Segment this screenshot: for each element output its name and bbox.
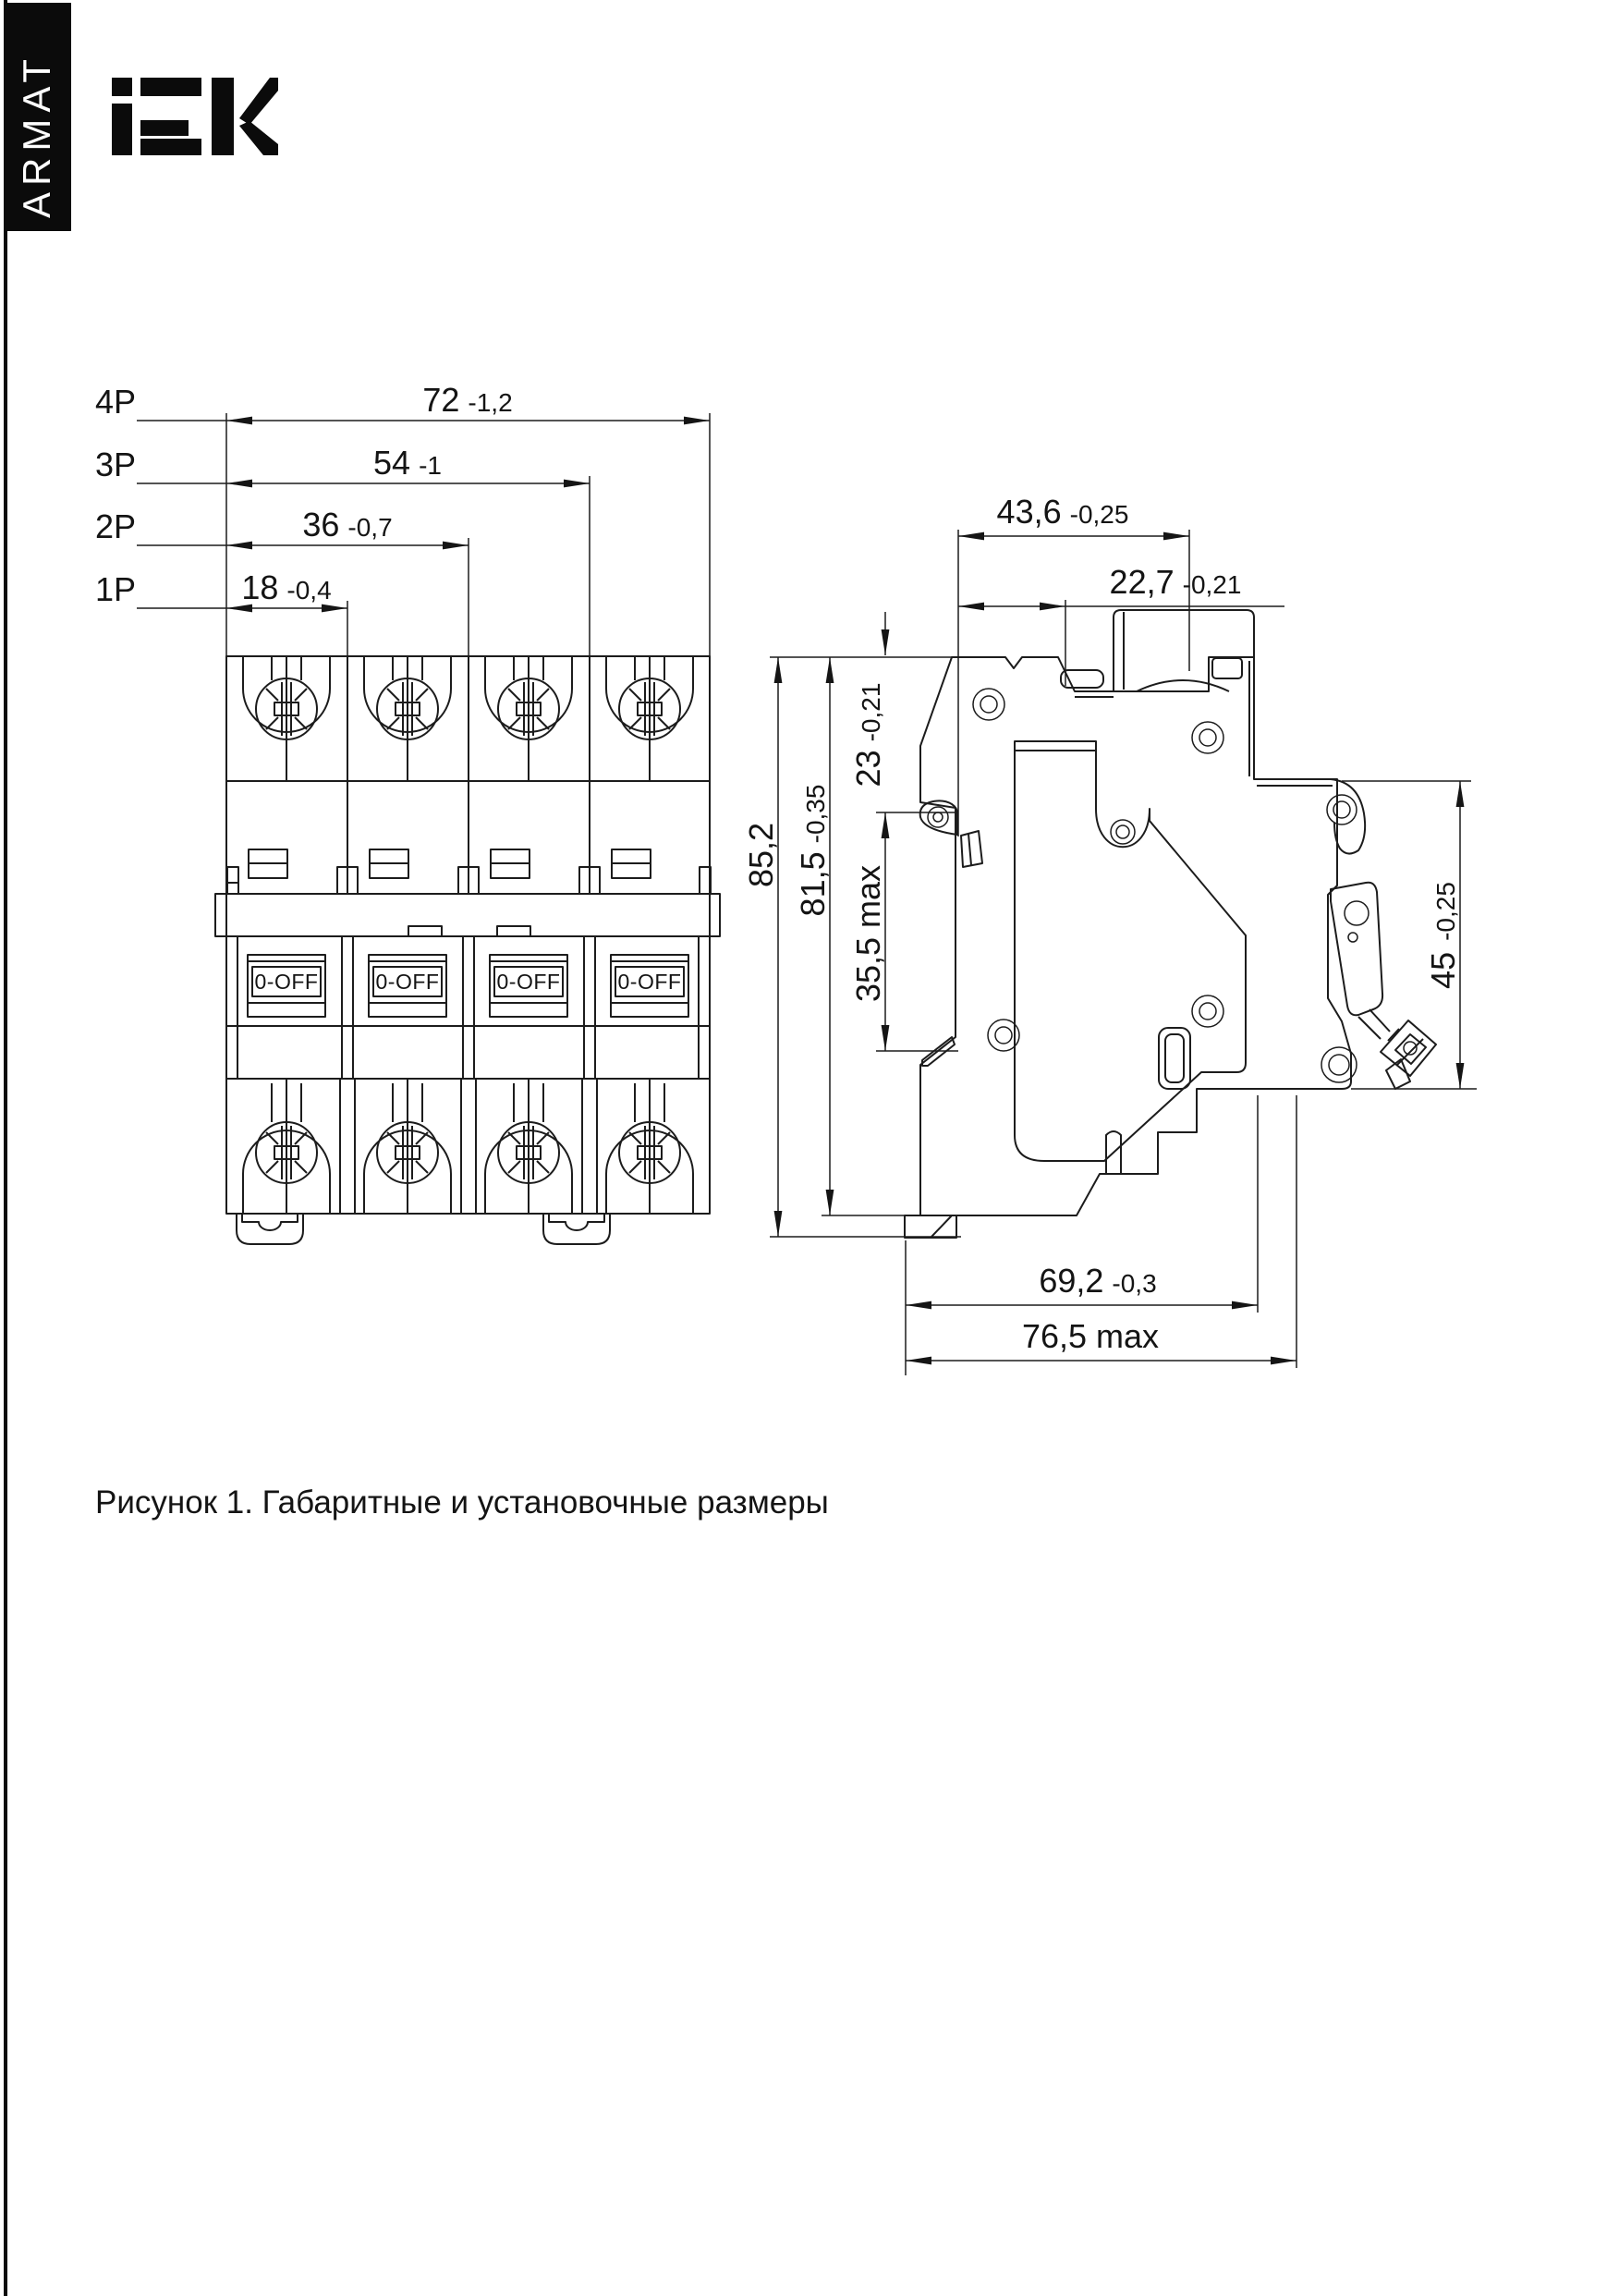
toggle-label: 0-OFF	[254, 970, 319, 994]
toggle-handle	[490, 955, 567, 1017]
dim-din-window: 35,5max	[849, 864, 887, 1003]
terminal-screw	[364, 656, 451, 781]
pole-label-2p: 2P	[95, 507, 137, 545]
figure-caption: Рисунок 1. Габаритные и установочные размеры	[95, 1484, 829, 1520]
toggle-handle	[369, 955, 446, 1017]
pole-label-3p: 3P	[95, 446, 137, 483]
molded-recess	[1015, 741, 1246, 1161]
din-clip	[543, 1214, 610, 1244]
pole-label-4p: 4P	[95, 383, 137, 421]
armat-sidebar	[4, 3, 71, 231]
dim-depth-max: 76,5 max	[1021, 1317, 1160, 1355]
toggle-label: 0-OFF	[375, 970, 440, 994]
terminal-screw	[243, 656, 330, 781]
tie-bar	[215, 894, 720, 936]
dim-front-height: 45-0,25	[1424, 882, 1462, 989]
dim-1p: 18 -0,4	[241, 568, 332, 606]
dim-3p: 54 -1	[373, 444, 442, 482]
side-body	[905, 610, 1436, 1238]
dim-depth-lower: 69,2 -0,3	[1039, 1262, 1157, 1300]
dim-height-overall: 85,2	[742, 822, 780, 888]
front-dimensions	[95, 381, 710, 656]
page-left-border	[4, 0, 7, 2296]
toggle-handle	[248, 955, 325, 1017]
rivets	[973, 689, 1357, 1082]
terminal-screw	[364, 1079, 451, 1214]
front-view	[95, 381, 720, 1244]
dim-case-depth-top: 43,6 -0,25	[996, 493, 1129, 531]
terminal-screw	[606, 1079, 693, 1214]
dim-2p: 36 -0,7	[302, 506, 393, 543]
terminal-screw	[485, 1079, 572, 1214]
dim-height-body: 81,5-0,35	[794, 784, 832, 917]
terminal-screw	[606, 656, 693, 781]
dim-din-top-offset: 23-0,21	[849, 682, 887, 788]
iek-logo	[112, 78, 278, 155]
terminal-screw	[243, 1079, 330, 1214]
dim-handle-offset: 22,7 -0,21	[1109, 563, 1242, 601]
din-clip	[237, 1214, 303, 1244]
toggle-label: 0-OFF	[496, 970, 561, 994]
toggle-handles	[248, 955, 688, 1017]
armat-label: ARMAT	[15, 53, 58, 218]
dim-4p: 72 -1,2	[422, 381, 513, 419]
pole-label-1p: 1P	[95, 570, 137, 608]
toggle-handle	[611, 955, 688, 1017]
side-view	[742, 493, 1477, 1375]
terminal-screw	[485, 656, 572, 781]
side-dimensions	[742, 493, 1477, 1375]
toggle-label: 0-OFF	[617, 970, 682, 994]
front-body	[215, 656, 720, 1244]
